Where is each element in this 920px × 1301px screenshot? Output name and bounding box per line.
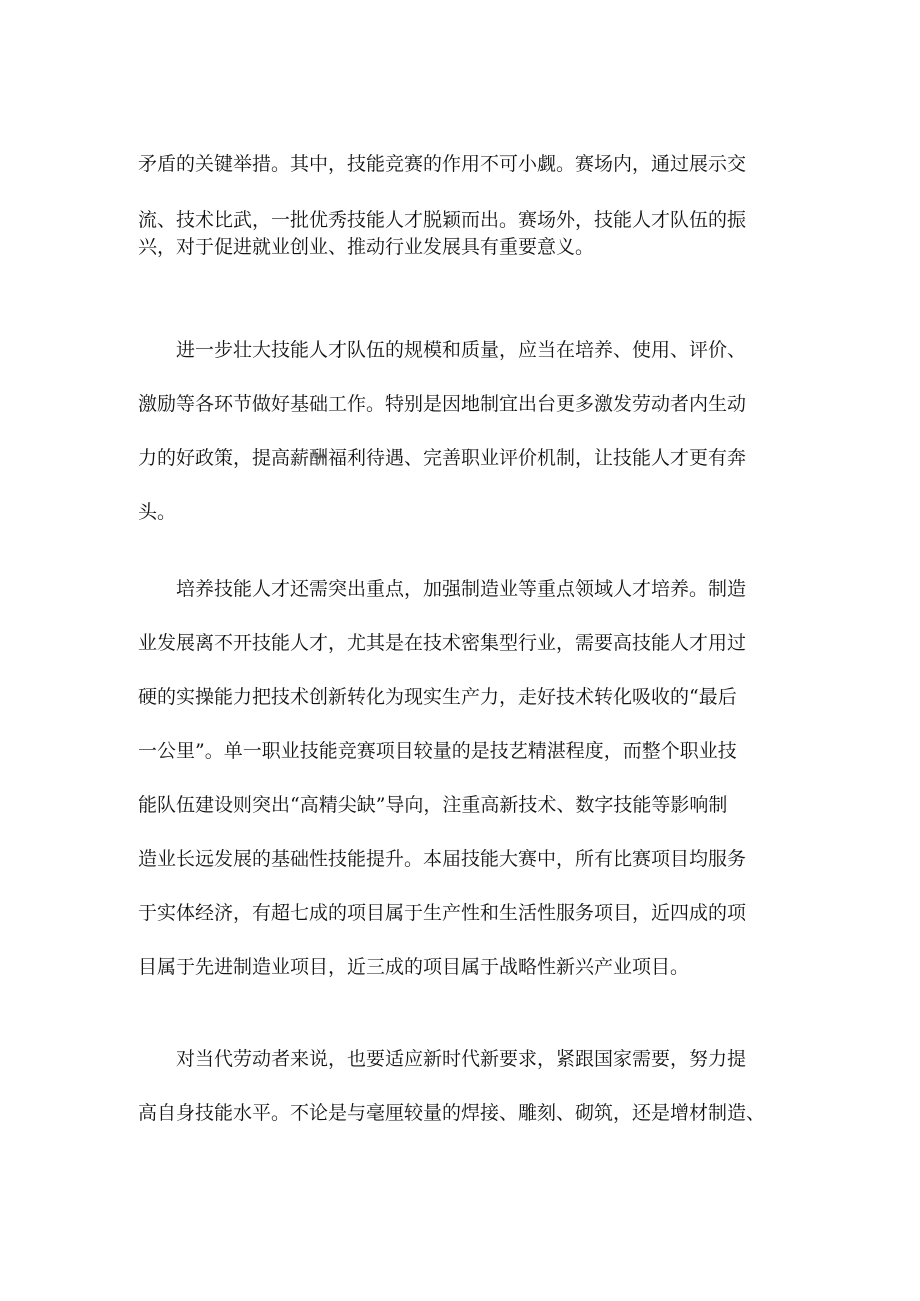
- text-line: 兴，对于促进就业创业、推动行业发展具有重要意义。: [138, 236, 595, 258]
- text-line: 能队伍建设则突出“高精尖缺”导向，注重高新技术、数字技能等影响制: [138, 794, 728, 816]
- text-line: 培养技能人才还需突出重点，加强制造业等重点领域人才培养。制造: [176, 578, 747, 600]
- text-line: 一公里”。单一职业技能竞赛项目较量的是技艺精湛程度，而整个职业技: [138, 740, 737, 762]
- text-line: 流、技术比武，一批优秀技能人才脱颖而出。赛场外，技能人才队伍的振: [138, 209, 747, 231]
- text-line: 高自身技能水平。不论是与毫厘较量的焊接、雕刻、砌筑，还是增材制造、: [138, 1102, 766, 1124]
- text-line: 激励等各环节做好基础工作。特别是因地制宜出台更多激发劳动者内生动: [138, 393, 747, 415]
- text-line: 力的好政策，提高薪酬福利待遇、完善职业评价机制，让技能人才更有奔: [138, 447, 747, 469]
- text-line: 矛盾的关键举措。其中，技能竞赛的作用不可小觑。赛场内，通过展示交: [138, 153, 747, 175]
- text-line: 于实体经济，有超七成的项目属于生产性和生活性服务项目，近四成的项: [138, 902, 747, 924]
- text-line: 硬的实操能力把技术创新转化为现实生产力，走好技术转化吸收的“最后: [138, 686, 737, 708]
- text-line: 进一步壮大技能人才队伍的规模和质量，应当在培养、使用、评价、: [176, 339, 747, 361]
- text-line: 头。: [138, 501, 177, 523]
- text-line: 造业长远发展的基础性技能提升。本届技能大赛中，所有比赛项目均服务: [138, 848, 747, 870]
- text-line: 对当代劳动者来说，也要适应新时代新要求，紧跟国家需要，努力提: [176, 1048, 747, 1070]
- text-line: 业发展离不开技能人才，尤其是在技术密集型行业，需要高技能人才用过: [138, 632, 747, 654]
- text-line: 目属于先进制造业项目，近三成的项目属于战略性新兴产业项目。: [138, 956, 690, 978]
